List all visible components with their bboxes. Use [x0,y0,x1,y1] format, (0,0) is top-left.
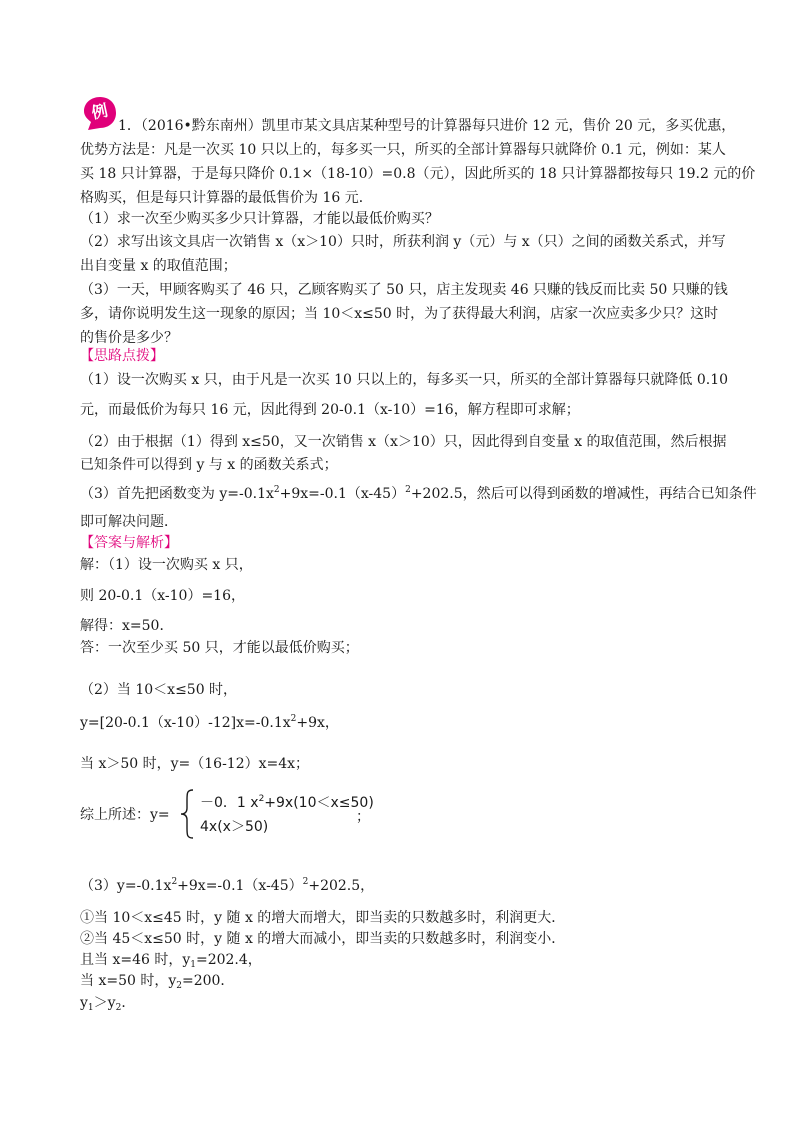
piecewise-case-1 [200,792,374,812]
answer-3-line-5 [80,971,234,991]
y2-subscript: 2 [176,981,182,991]
answer-3-line-1 [80,876,374,896]
hint-heading: 【思路点拨】 [80,348,164,364]
left-brace-icon [178,788,196,840]
answer-heading: 【答案与解析】 [80,535,178,551]
case-1-text-b: +9x(10＜x≤50) [264,795,374,811]
piecewise-case-2: 4x(x＞50) [200,819,269,835]
problem-line-2: 优势方法是：凡是一次买 10 只以上的，每多买一只，所买的全部计算器每只就降价 0.1 元，例如：某人 [80,142,726,158]
example-badge-label: 例 [89,100,110,123]
answer-3-line-3: ②当 45＜x≤50 时，y 随 x 的增大而减小，即当卖的只数越多时，利润变小． [80,931,566,947]
hint-2-line-1: （2）由于根据（1）得到 x≤50，又一次销售 x（x＞10）只，因此得到自变量 x 的取值范围，然后根据 [80,434,727,450]
answer-3-expr-a: （3）y=-0.1x [80,878,172,894]
case-1-exponent: 2 [258,794,265,804]
hint-3-line-2: 即可解决问题． [80,514,178,530]
question-3-line-2: 多，请你说明发生这一现象的原因；当 10＜x≤50 时，为了获得最大利润，店家一次应卖多少只？这时 [80,306,719,322]
compare-end: ． [121,995,136,1011]
problem-line-3: 买 18 只计算器，于是每只降价 0.1×（18-10）=0.8（元），因此所买的 18 只计算器都按每只 19.2 元的价 [80,166,756,182]
hint-3-text-b: +9x=-0.1（x-45） [279,486,406,502]
compare-y2-subscript: 2 [115,1003,122,1013]
piecewise-semicolon: ； [356,809,370,825]
hint-1-line-1: （1）设一次购买 x 只，由于凡是一次买 10 只以上的，每多买一只，所买的全部计算器每只就降低 0.10 [80,372,729,388]
answer-3-expr-c: +202.5， [308,878,375,894]
hint-1-line-2: 元，而最低价为每只 16 元，因此得到 20-0.1（x-10）=16，解方程即可求解； [80,402,580,418]
hint-3-exponent-2: 2 [405,485,411,495]
compare-y1: y [80,995,88,1011]
answer-3-text-f: 当 x=50 时，y [80,973,177,989]
answer-3-line-4 [80,950,262,970]
hint-3-exponent-1: 2 [273,485,280,495]
question-1: （1）求一次至少购买多少只计算器，才能以最低价购买？ [80,211,439,227]
summary-label: 综上所述：y= [80,807,170,823]
problem-line-1: 1．（2016•黔东南州）凯里市某文具店某种型号的计算器每只进价 12 元，售价 20 元，多买优惠， [118,118,736,134]
answer-3-text-e: =202.4， [195,952,262,968]
answer-2-line-3: 当 x＞50 时，y=（16-12）x=4x； [80,756,310,772]
hint-3-text-c: +202.5，然后可以得到函数的增减性，再结合已知条件 [410,486,757,502]
compare-y2: ＞y [93,995,116,1011]
question-2-line-1: （2）求写出该文具店一次销售 x（x＞10）只时，所获利润 y（元）与 x（只）之间的函数关系式，并写 [80,234,726,250]
answer-3-text-d: 且当 x=46 时，y [80,952,191,968]
answer-3-line-2: ①当 10＜x≤45 时，y 随 x 的增大而增大，即当卖的只数越多时，利润更大． [80,910,566,926]
answer-3-expr-b: +9x=-0.1（x-45） [177,878,303,894]
hint-2-line-2: 已知条件可以得到 y 与 x 的函数关系式； [80,457,338,473]
hint-3-text-a: （3）首先把函数变为 y=-0.1x [80,486,274,502]
answer-1-line-1: 解：（1）设一次购买 x 只， [80,557,253,573]
question-3-line-3: 的售价是多少？ [80,330,178,346]
answer-1-line-2: 则 20-0.1（x-10）=16， [80,588,245,604]
answer-2-expr-a: y=[20-0.1（x-10）-12]x=-0.1x [80,715,291,731]
answer-3-text-g: =200． [181,973,235,989]
answer-2-line-1: （2）当 10＜x≤50 时， [80,682,238,698]
answer-2-expr-b: +9x， [296,715,339,731]
case-1-text-a: －0．1 x [200,795,259,811]
answer-3-exponent-1: 2 [171,877,178,887]
answer-1-line-3: 解得：x=50． [80,618,174,634]
answer-2-exponent: 2 [290,714,297,724]
question-3-line-1: （3）一天，甲顾客购买了 46 只，乙顾客购买了 50 只，店主发现卖 46 只赚的钱反而比卖 50 只赚的钱 [80,282,728,298]
y1-subscript: 1 [190,960,196,970]
answer-2-line-2 [80,713,339,733]
compare-y1-subscript: 1 [87,1003,94,1013]
problem-line-4: 格购买，但是每只计算器的最低售价为 16 元． [80,190,373,206]
hint-3-line-1 [80,484,757,504]
question-2-line-2: 出自变量 x 的取值范围； [80,258,237,274]
answer-1-line-4: 答：一次至少买 50 只，才能以最低价购买； [80,640,359,656]
example-badge [82,95,118,131]
answer-3-line-6 [80,993,135,1013]
answer-3-exponent-2: 2 [302,877,309,887]
